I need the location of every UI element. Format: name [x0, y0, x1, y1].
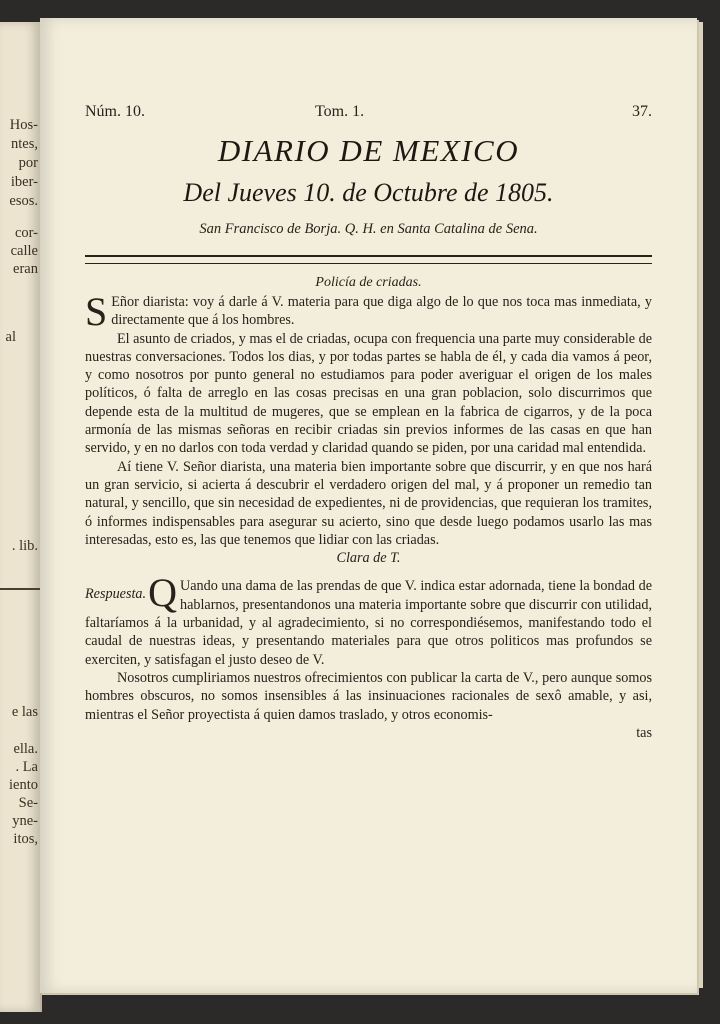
response-opening: [85, 570, 652, 668]
left-page-fragment: Hos-: [9, 117, 38, 133]
left-page-fragment: ella.: [13, 741, 38, 757]
masthead-rule: [85, 255, 652, 264]
masthead-title: DIARIO DE MEXICO: [217, 133, 520, 168]
left-page-fragment: Se-: [18, 795, 38, 811]
drop-cap: S: [85, 289, 108, 334]
saints-of-day: San Francisco de Borja. Q. H. en Santa Catalina de Sena.: [199, 221, 538, 237]
section-title: Policía de criadas.: [315, 275, 422, 290]
page-edge: [697, 22, 703, 988]
left-page-fragment: e las: [11, 704, 38, 720]
left-page-fragment: eran: [13, 261, 38, 277]
left-page-rule: [0, 588, 40, 590]
left-page-fragment: yne-: [12, 813, 38, 829]
left-page-fragment: esos.: [9, 193, 38, 209]
left-page-fragment: ntes,: [11, 136, 38, 152]
left-page-fragment: itos,: [13, 831, 38, 847]
issue-number: Núm. 10.: [85, 103, 145, 120]
tome-number: Tom. 1.: [315, 103, 365, 120]
left-page-fragment: iento: [9, 777, 38, 793]
left-page-edge: [0, 22, 42, 1012]
left-page-fragment: al: [5, 329, 16, 345]
left-page-fragment: calle: [10, 243, 38, 259]
drop-cap: Q: [148, 570, 177, 616]
letter-paragraph-3: Aí tiene V. Señor diarista, una materia bien importante sobre que discurrir, y en que nos hará un gran servicio, si acierta á descubrir el verdadero origen del mal, y á proponer un remedio tan natural, y sencillo, que sin necesidad de expedientes, ni de providencias, que requieran los tramites, ó informes indispensables para asegurar su acierto, sino que desde luego podamos usarlo las mas interesadas, esto es, las que tenemos que lidiar con las criadas.: [85, 458, 652, 548]
left-page-fragment: . lib.: [11, 538, 38, 554]
left-page-fragment: . La: [15, 759, 38, 775]
response-label: Respuesta.: [85, 586, 147, 603]
left-page-fragment: iber-: [10, 174, 38, 190]
response-paragraph-2: Nosotros cumpliriamos nuestros ofrecimientos con publicar la carta de V., pero aunque somos hombres obscuros, no somos insensibles á las insinuaciones racionales de sexô amable, y asi, mientras el Señor proyectista á quien damos traslado, y otros economis-: [85, 669, 652, 723]
letter-paragraph-2: El asunto de criados, y mas el de criadas, ocupa con frequencia una parte muy considerable de nuestras conversaciones. Todos los dias, y por todas partes se habla de él, y cada dia vamos á peor, y como nosotros por punto general no estudiamos para poder averiguar el origen de los males políticos, ó falta de arreglo en las cosas precisas en una gran poblacion, solo discurrimos que depende esta de la multitud de mugeres, que se emplean en la fabrica de cigarros, y de la poca armonía de las mismas señoras en recibir criadas sin previos informes de las casas en que han servido, y en no darlos con toda verdad y claridad quando se piden, por una caridad mal entendida.: [85, 330, 652, 457]
response-paragraph-1: Uando una dama de las prendas de que V. indica estar adornada, tiene la bondad de hablarnos, presentandonos una materia importante sobre que discurrir con utilidad, faltaríamos á la urbanidad, y al agradecimiento, si no correspondiésemos, manifestando todo el caudal de nuestras ideas, y presentando materiales para que otros politicos mas profundos se exerciten, y satisfagan el justo deseo de V.: [85, 578, 652, 668]
left-page-fragment: cor-: [14, 225, 38, 241]
left-page-fragment: por: [18, 155, 38, 171]
catchword: tas: [636, 724, 652, 741]
letter-paragraph-1: Eñor diarista: voy á darle á V. materia para que diga algo de lo que nos toca mas inmediata, y directamente que á los hombres.: [111, 294, 652, 329]
letter-signature: Clara de T.: [336, 550, 401, 567]
date-line: Del Jueves 10. de Octubre de 1805.: [183, 178, 554, 207]
running-header: [85, 103, 652, 125]
page-number: 37.: [632, 103, 652, 120]
letter-opening: [85, 289, 652, 334]
article-body: [85, 289, 652, 742]
newspaper-page: [40, 18, 697, 993]
